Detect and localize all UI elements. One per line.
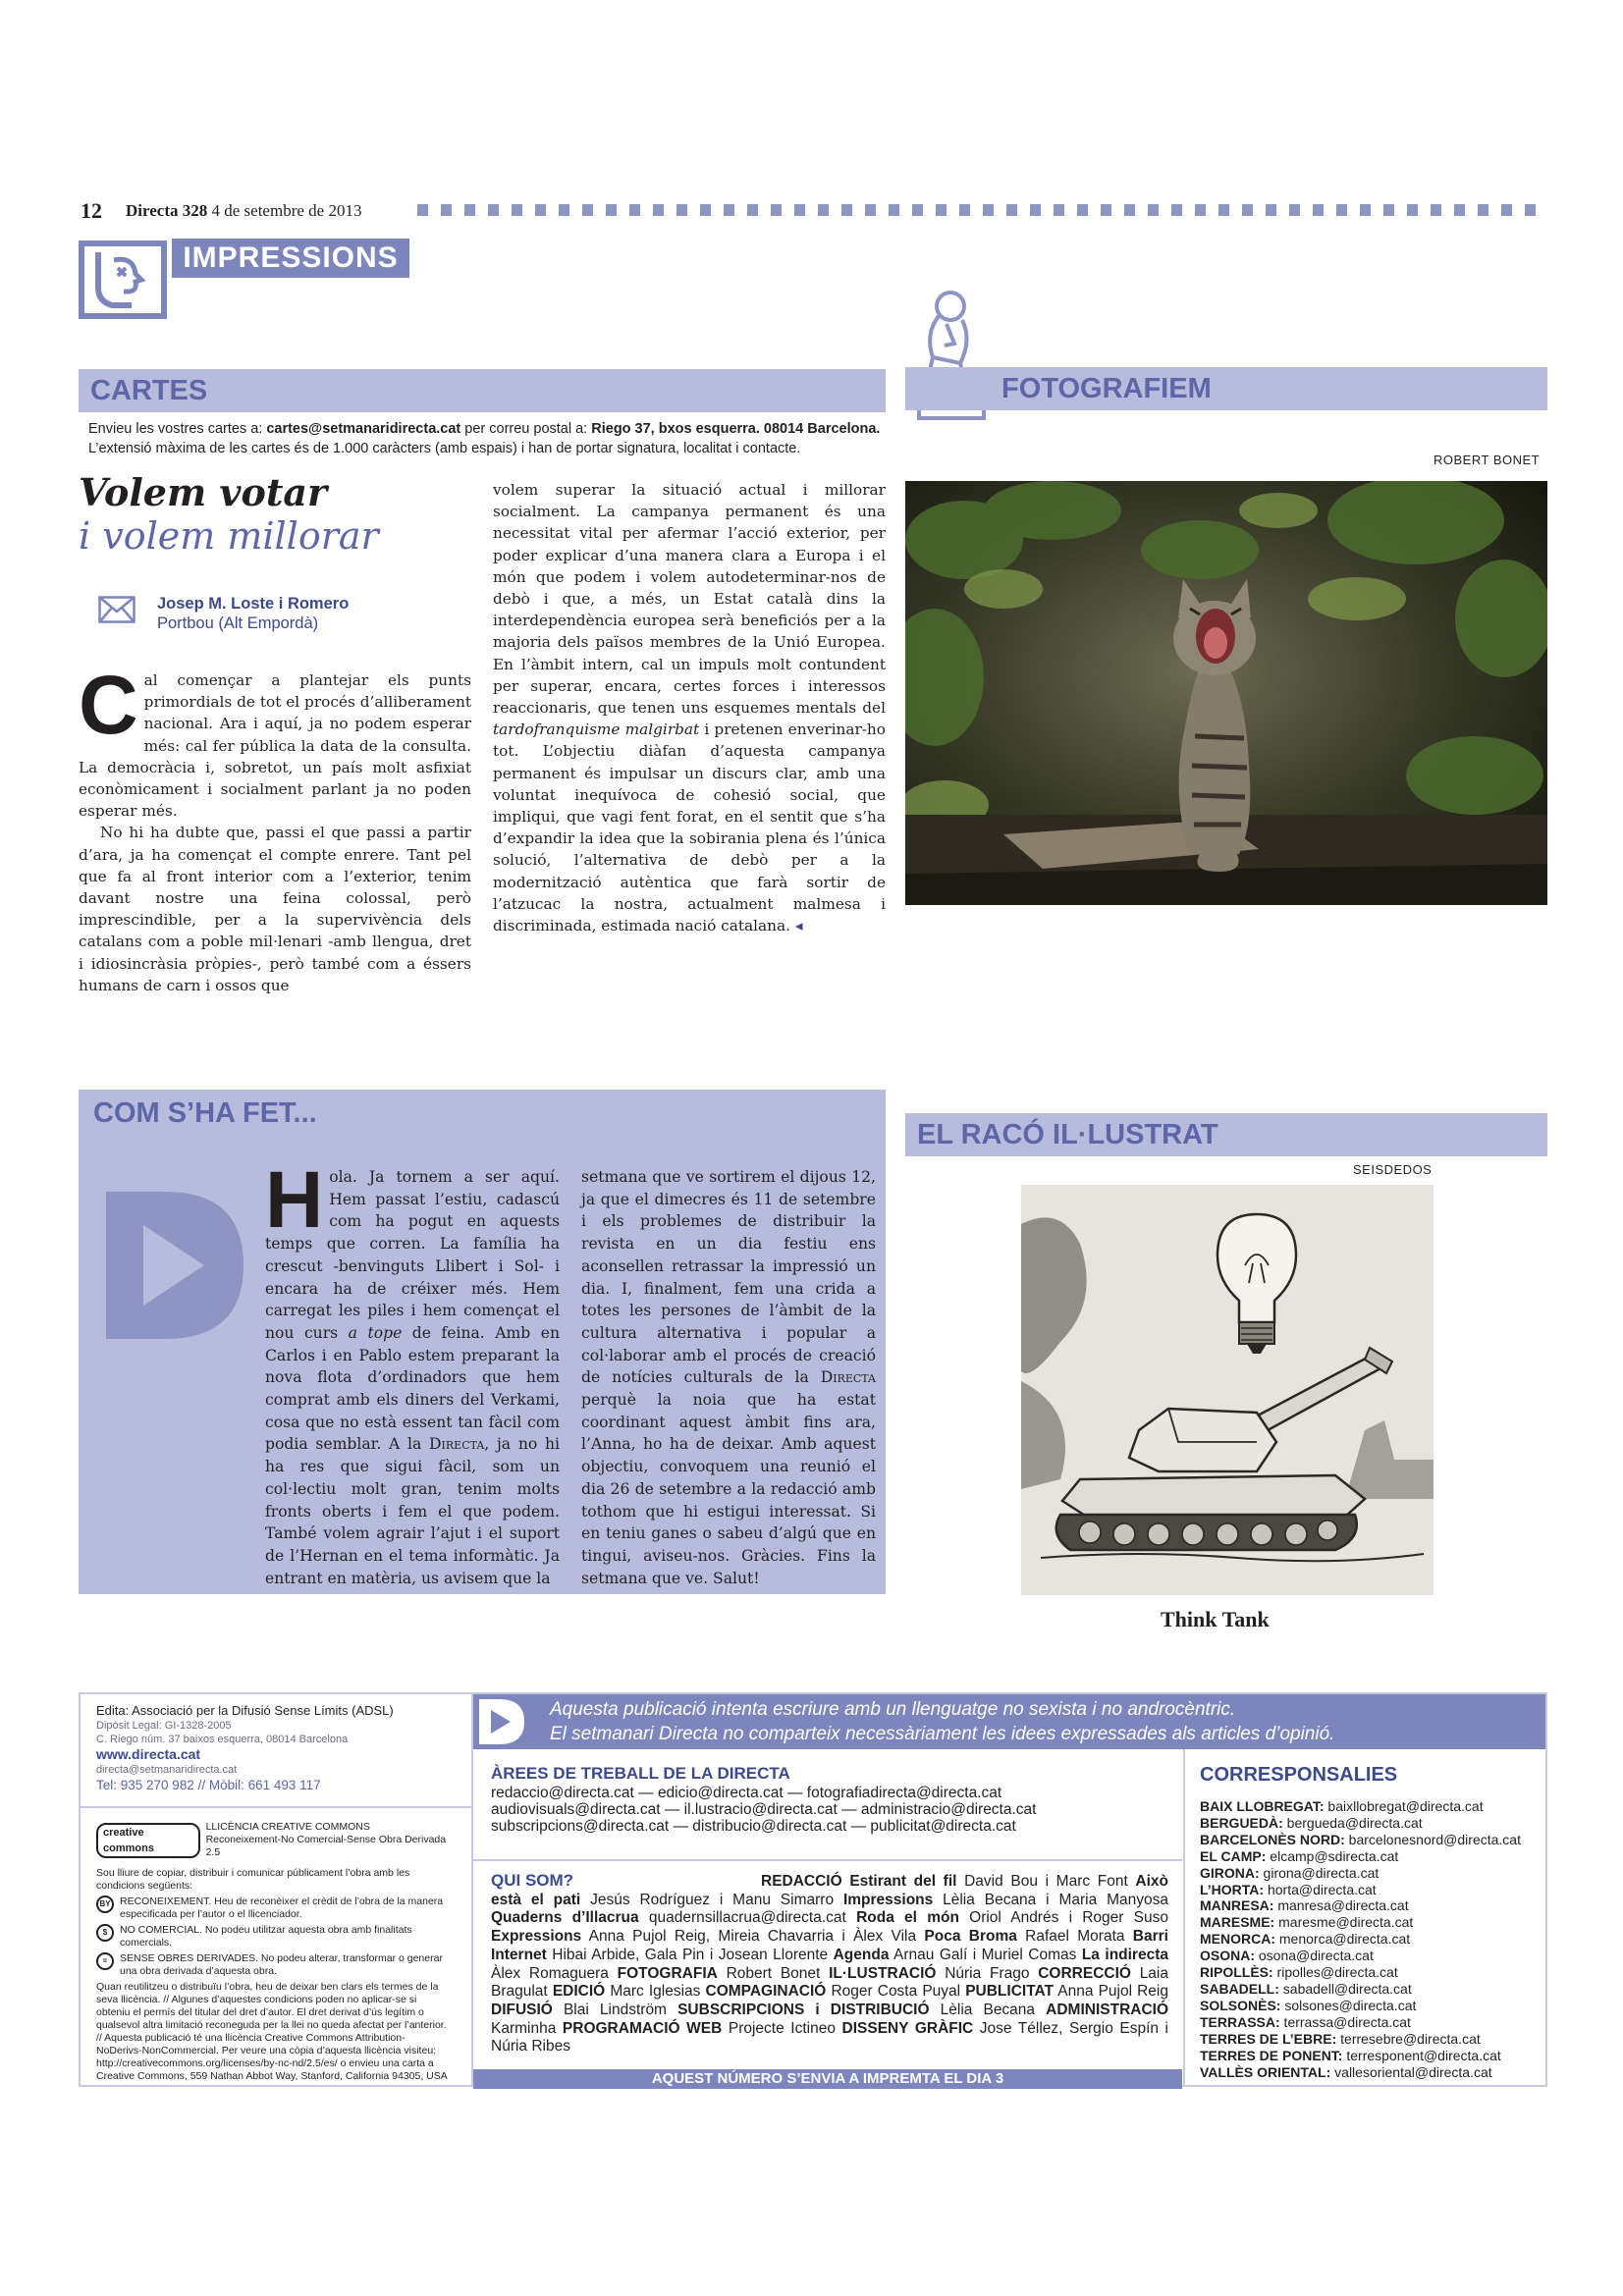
corresponsalia-email[interactable]: ripolles@directa.cat <box>1272 1964 1398 1981</box>
footer-divider-3 <box>473 1859 1182 1861</box>
staff-names: Jesús Rodríguez i Manu Simarro <box>580 1891 835 1908</box>
areas-line: subscripcions@directa.cat — distribucio@directa.cat — publicitat@directa.cat <box>491 1818 1016 1835</box>
headline-line-1: Volem votar <box>79 470 328 514</box>
corresponsalia-row <box>1200 1848 1543 1865</box>
corresponsalia-email[interactable]: manresa@directa.cat <box>1273 1897 1409 1914</box>
staff-names: Hibai Arbide, Gala Pin i Josean Llorente <box>546 1946 829 1963</box>
staff-names: Laia Bragulat <box>491 1964 1168 2001</box>
csf-text-d: setmana que ve sortirem el dijous 12, ja que el dimecres és 11 de setembre i els problemes de distribuir la revista en un dia festiu ens aconsellen retrassar la impressió un dia. I, finalment, fem una crida a totes les persones de l’àmbit de la cultura alternativa i popular a col·laborar amb el procés de creació de notícies culturals de la <box>581 1168 876 1387</box>
corresponsalia-row <box>1200 1998 1543 2014</box>
letter-column-1 <box>79 659 471 996</box>
cc-title-text: LLICÈNCIA CREATIVE COMMONS <box>205 1821 370 1833</box>
corresponsalia-place: BAIX LLOBREGAT: <box>1200 1798 1325 1814</box>
cc-subtitle-text: Reconeixement-No Comercial-Sense Obra Derivada 2.5 <box>205 1834 447 1858</box>
no-derivatives-icon: = <box>96 1952 114 1970</box>
staff-role: Quaderns d’Illacrua <box>491 1909 639 1927</box>
cc-header <box>96 1821 450 1859</box>
illustration-caption: Think Tank <box>1161 1607 1270 1631</box>
publication-name: Directa 328 <box>126 201 208 220</box>
com-sha-fet-column-1 <box>265 1155 561 1589</box>
fotografiem-title: FOTOGRAFIEM <box>1001 373 1212 404</box>
corresponsalia-place: EL CAMP: <box>1200 1847 1267 1864</box>
corresponsalia-place: TERRES DE PONENT: <box>1200 2047 1343 2063</box>
corresponsalia-row <box>1200 2064 1543 2081</box>
headline-line-2: i volem millorar <box>79 514 379 558</box>
issue-date: 4 de setembre de 2013 <box>211 201 362 220</box>
p3-text-a: volem superar la situació actual i millorar socialment. La campanya permanent és una necessitat vital per afermar l’acció exterior, per poder explicar d’una manera clara a Europa i el món que podem i volem autodeterminar-nos de debò i que, a més, un Estat català dins la interdependència europea serà beneficiós per a la majoria dels països membres de la Unió Europea. En l’àmbit intern, cal un impuls molt contundent per superar, encara, certes forces i interessos reaccionaris, que tenen uns esquemes mentals del <box>493 481 886 718</box>
staff-names: Roger Costa Puyal <box>826 1983 961 2001</box>
corresponsalia-place: OSONA: <box>1200 1948 1255 1964</box>
footer-divider-4 <box>81 1806 471 1808</box>
staff-role: DIFUSIÓ <box>491 2001 553 2018</box>
staff-names: Lèlia Becana <box>929 2001 1036 2018</box>
staff-names: Núria Frago <box>936 1964 1030 1982</box>
corresponsalia-email[interactable]: osona@directa.cat <box>1255 1948 1374 1964</box>
qui-som-title: QUI SOM? <box>491 1871 574 1890</box>
letter-paragraph-2: No hi ha dubte que, passi el que passi a partir d’ara, ja ha començat el compte enrere. Tant pel que fa al front interior com a l’exterior, tenim davant nostre una feina colossal, però imprescindible, per a la supervivència dels catalans com a poble mil·lenari -amb llengua, dret i idiosincràsia pròpies-, però també com a éssers humans de carn i ossos que <box>79 824 471 994</box>
staff-names: Jose Téllez, Sergio Espín i Núria Ribes <box>491 2019 1168 2056</box>
csf-text-b: de feina. Amb en Carlos i en Pablo estem preparant la nova flota d’ordinadors que hem comprat amb els diners del Verkami, cosa que no està essent tan fàcil com podia semblar. A la <box>265 1323 561 1454</box>
staff-role: COMPAGINACIÓ <box>705 1983 827 2001</box>
corresponsalia-email[interactable]: menorca@directa.cat <box>1275 1931 1411 1948</box>
letter-author <box>157 594 349 633</box>
corresponsalia-place: L’HORTA: <box>1200 1881 1265 1897</box>
staff-names: Projecte Ictineo <box>722 2019 836 2037</box>
staff-names: Anna Pujol Reig <box>1054 1983 1168 2001</box>
corresponsalia-row <box>1200 2031 1543 2048</box>
csf-paragraph-1 <box>265 1155 561 1589</box>
impressions-section-icon <box>79 240 167 319</box>
intro-text-mid: per correu postal a: <box>460 421 592 437</box>
author-name: Josep M. Loste i Romero <box>157 595 350 613</box>
website-link[interactable]: www.directa.cat <box>96 1746 201 1762</box>
corresponsalia-place: VALLÈS ORIENTAL: <box>1200 2063 1331 2080</box>
cartes-email-link[interactable]: cartes@setmanaridirecta.cat <box>266 421 461 437</box>
staff-role: Això està el pati <box>491 1873 1168 1908</box>
corresponsalia-email[interactable]: elcamp@sdirecta.cat <box>1266 1847 1399 1864</box>
csf-paragraph-2 <box>581 1166 876 1589</box>
contact-phones: Tel: 935 270 982 // Mòbil: 661 493 117 <box>96 1778 321 1792</box>
p1-text: al començar a plantejar els punts primordials de tot el procés d’alliberament nacional. Ara i aquí, ja no podem esperar més: cal fer pública la data de la consulta. La democràcia i, sobretot, un país molt asfixiat econòmicament i socialment parlant ja no poden esperar més. <box>79 671 471 821</box>
corresponsalia-place: SOLSONÈS: <box>1200 1997 1281 2013</box>
corresponsalia-email[interactable]: solsones@directa.cat <box>1280 1997 1417 2013</box>
drop-cap: C <box>79 659 138 751</box>
corresponsalia-email[interactable]: baixllobregat@directa.cat <box>1324 1798 1484 1814</box>
cc-intro: Sou lliure de copiar, distribuir i comunicar públicament l’obra amb les condicions següents: <box>96 1867 410 1892</box>
directa-d-small-icon <box>479 1699 524 1744</box>
csf-directa-name: Directa <box>429 1435 485 1454</box>
corresponsalia-email[interactable]: sabadell@directa.cat <box>1278 1980 1412 1997</box>
intro-text: Envieu les vostres cartes a: <box>88 421 267 437</box>
staff-role: Barri Internet <box>491 1928 1168 1963</box>
corresponsalia-place: MANRESA: <box>1200 1897 1274 1914</box>
corresponsalia-row <box>1200 1981 1543 1998</box>
corresponsalia-row <box>1200 2014 1543 2031</box>
cc-logo-icon: creative commons <box>96 1823 200 1858</box>
csf-drop-cap: H <box>265 1155 324 1245</box>
staff-role: PUBLICITAT <box>965 1983 1055 2001</box>
com-sha-fet-column-2 <box>581 1166 876 1589</box>
staff-role: La indirecta <box>1081 1946 1168 1963</box>
csf-text-e: perquè la noia que ha estat coordinant aquest àmbit fins ara, l’Anna, ho ha de deixar. Amb aquest objectiu, convoquem una reunió el dia 26 de setembre a la redacció amb tothom que hi estigui interessat. Si en teniu ganes o sabeu d’algú que en tingui, aviseu-nos. Gràcies. Fins la setmana que ve. Salut! <box>581 1391 876 1587</box>
corresponsalia-email[interactable]: horta@directa.cat <box>1264 1881 1377 1897</box>
legal-deposit: Dipòsit Legal: GI-1328-2005 <box>96 1720 232 1732</box>
corresponsalia-email[interactable]: terresponent@directa.cat <box>1342 2047 1501 2063</box>
staff-role: DISSENY GRÀFIC <box>841 2019 974 2037</box>
staff-role: ADMINISTRACIÓ <box>1046 2001 1169 2018</box>
end-mark: ◂ <box>794 917 803 935</box>
cc-outro: Quan reutilitzeu o distribuïu l’obra, heu de deixar ben clars els termes de la seva llicència. // Algunes d’aquestes condicions poden no aplicar-se si obteniu el permís del titular del dret d’autor. El dret derivat d’ús legítim o qualsevol altra limitació reconeguda per la llei no queda afectat per l’anterior. // Aquesta publicació té una llicència Creative Commons Attribution-NoDerivs-NonCommercial. Per veure una còpia d’aquesta llicència visiteu: http://creativecommons.org/licenses/by-nc-nd/2.5/es/ o envieu una carta a Creative Commons, 559 Nathan Abbot Way, Stanford, California 94305, USA <box>96 1981 448 2082</box>
corresponsalia-row <box>1200 1964 1543 1981</box>
corresponsalia-row <box>1200 1931 1543 1948</box>
staff-names: Marc Iglesias <box>605 1983 701 2001</box>
section-title: IMPRESSIONS <box>172 239 409 278</box>
corresponsalia-row <box>1200 2048 1543 2064</box>
staff-role: Expressions <box>491 1928 582 1946</box>
corresponsalies-title: CORRESPONSALIES <box>1200 1764 1398 1786</box>
cc-condition-nd <box>96 1952 450 1978</box>
cc-condition-text: NO COMERCIAL. No podeu utilitzar aquesta obra amb finalitats comercials. <box>120 1924 412 1949</box>
publisher-address: C. Riego núm. 37 baixos esquerra, 08014 Barcelona <box>96 1734 349 1745</box>
corresponsalia-email[interactable]: terresebre@directa.cat <box>1336 2030 1481 2047</box>
cc-title <box>206 1821 450 1859</box>
csf-emphasis: a tope <box>348 1323 403 1342</box>
staff-names: Àlex Romaguera <box>491 1964 609 1982</box>
corresponsalia-row <box>1200 1832 1543 1848</box>
corresponsalia-place: BARCELONÈS NORD: <box>1200 1831 1345 1847</box>
postal-address: Riego 37, bxos esquerra. 08014 Barcelona. <box>591 421 881 437</box>
corresponsalia-email[interactable]: maresme@directa.cat <box>1274 1914 1414 1931</box>
corresponsalia-email[interactable]: bergueda@directa.cat <box>1282 1814 1423 1831</box>
corresponsalia-place: BERGUEDÀ: <box>1200 1814 1283 1831</box>
author-location: Portbou (Alt Empordà) <box>157 614 319 632</box>
areas-contacts <box>491 1785 1178 1835</box>
staff-role: CORRECCIÓ <box>1038 1964 1131 1982</box>
issue-info <box>126 201 361 221</box>
page-number: 12 <box>81 198 102 223</box>
corresponsalia-row <box>1200 1914 1543 1931</box>
face-profile-icon <box>84 246 161 313</box>
letter-headline <box>79 471 491 558</box>
cartes-section-bar <box>79 369 886 412</box>
cc-condition-text: SENSE OBRES DERIVADES. No podeu alterar, transformar o generar una obra derivada d’aquesta obra. <box>120 1952 443 1977</box>
staff-role: IL·LUSTRACIÓ <box>829 1964 937 1982</box>
raco-section-bar <box>905 1113 1547 1156</box>
notice-line-2: El setmanari Directa no comparteix necessàriament les idees expressades als articles d’opinió. <box>550 1724 1335 1744</box>
staff-role: SUBSCRIPCIONS i DISTRIBUCIÓ <box>677 2001 930 2018</box>
cat-yawning-photo <box>905 481 1547 905</box>
cc-condition-text: RECONEIXEMENT. Heu de reconèixer el crèdit de l’obra de la manera especificada per l’autor o el llicenciador. <box>120 1896 444 1920</box>
staff-names: Karminha <box>491 2019 557 2037</box>
areas-title: ÀREES DE TREBALL DE LA DIRECTA <box>491 1764 790 1783</box>
letter-paragraph-1 <box>79 659 471 822</box>
corresponsalia-email[interactable]: vallesoriental@directa.cat <box>1330 2063 1492 2080</box>
corresponsalia-place: TERRASSA: <box>1200 2013 1280 2030</box>
corresponsalia-email[interactable]: barcelonesnord@directa.cat <box>1344 1831 1521 1847</box>
staff-names: Oriol Andrés i Roger Suso <box>958 1909 1168 1927</box>
cc-condition-by <box>96 1896 450 1921</box>
footer-divider-2 <box>1183 1749 1185 2085</box>
areas-line: redaccio@directa.cat — edicio@directa.cat — fotografiadirecta@directa.cat <box>491 1785 1002 1801</box>
editorial-notice <box>550 1697 1542 1746</box>
corresponsalia-place: MARESME: <box>1200 1914 1275 1931</box>
corresponsalia-row <box>1200 1865 1543 1882</box>
publisher-name: Edita: Associació per la Difusió Sense Límits (ADSL) <box>96 1703 394 1718</box>
corresponsalia-row <box>1200 1882 1543 1898</box>
creative-commons-license <box>96 1821 450 2083</box>
letter-paragraph-3 <box>493 479 886 936</box>
envelope-icon <box>98 596 135 623</box>
corresponsalia-row <box>1200 1948 1543 1964</box>
footer-divider-1 <box>471 1694 473 2085</box>
letter-column-2 <box>493 479 886 936</box>
raco-title: EL RACÓ IL·LUSTRAT <box>917 1119 1218 1150</box>
staff-role: REDACCIÓ <box>761 1873 842 1890</box>
attribution-icon: BY <box>96 1896 114 1913</box>
staff-names: quadernsillacrua@directa.cat <box>638 1909 846 1927</box>
staff-names: Arnau Galí i Muriel Comas <box>889 1946 1077 1963</box>
fotografiem-section-bar <box>905 367 1547 410</box>
staff-names: Rafael Morata <box>1016 1928 1125 1946</box>
cartes-title: CARTES <box>90 375 208 406</box>
staff-role: EDICIÓ <box>552 1983 606 2001</box>
staff-names: Anna Pujol Reig, Mireia Chavarria i Àlex Vila <box>581 1928 917 1946</box>
staff-role: Agenda <box>833 1946 890 1963</box>
corresponsalia-place: TERRES DE L’EBRE: <box>1200 2030 1337 2047</box>
corresponsalia-row <box>1200 1897 1543 1914</box>
publisher-info <box>96 1702 450 1793</box>
staff-names: David Bou i Marc Font <box>956 1873 1128 1890</box>
staff-role: PROGRAMACIÓ WEB <box>562 2019 723 2037</box>
csf-text-c: , ja no hi ha res que sigui fàcil, som un col·lectiu molt gran, tenim molts fronts oberts i fem el que podem. També volem agrair l’ajut i el suport de l’Hernan en el tema informàtic. Ja entrant en matèria, us avisem que la <box>265 1435 560 1587</box>
staff-credits <box>491 1873 1168 2056</box>
staff-role: Impressions <box>842 1891 934 1908</box>
non-commercial-icon: $ <box>96 1924 114 1942</box>
cc-condition-nc <box>96 1924 450 1949</box>
corresponsalia-email[interactable]: girona@directa.cat <box>1259 1864 1380 1881</box>
print-notice: AQUEST NÚMERO S’ENVIA A IMPREMTA EL DIA 3 <box>473 2069 1182 2089</box>
header-dot-rule <box>417 204 1546 216</box>
staff-names: Lèlia Becana i Maria Manyosa <box>933 1891 1168 1908</box>
staff-role: FOTOGRAFIA <box>617 1964 718 1982</box>
corresponsalia-email[interactable]: terrassa@directa.cat <box>1279 2013 1411 2030</box>
notice-line-1: Aquesta publicació intenta escriure amb un llenguatge no sexista i no androcèntric. <box>550 1699 1236 1720</box>
staff-names: Robert Bonet <box>717 1964 821 1982</box>
com-sha-fet-title: COM S’HA FET... <box>93 1097 317 1129</box>
staff-role: Poca Broma <box>924 1928 1017 1946</box>
corresponsalia-place: MENORCA: <box>1200 1931 1275 1948</box>
staff-role: Roda el món <box>856 1909 959 1927</box>
directa-d-logo <box>106 1192 243 1339</box>
contact-email[interactable]: directa@setmanaridirecta.cat <box>96 1764 238 1776</box>
staff-role: Estirant del fil <box>849 1873 957 1890</box>
cartes-intro <box>88 419 884 458</box>
corresponsalia-place: SABADELL: <box>1200 1980 1279 1997</box>
corresponsalia-place: GIRONA: <box>1200 1864 1260 1881</box>
think-tank-illustration <box>1021 1185 1434 1595</box>
staff-names: Blai Lindström <box>552 2001 667 2018</box>
corresponsalies-list <box>1200 1798 1543 2080</box>
illustration-credit: SEISDEDOS <box>1353 1162 1433 1177</box>
intro-text-post: L’extensió màxima de les cartes és de 1.000 caràcters (amb espais) i han de portar signatura, localitat i contacte. <box>88 441 801 456</box>
corresponsalia-row <box>1200 1798 1543 1815</box>
corresponsalia-row <box>1200 1815 1543 1832</box>
p3-emphasis: tardofranquisme malgirbat <box>493 721 700 739</box>
csf-text-a: ola. Ja tornem a ser aquí. Hem passat l’estiu, cadascú com ha pogut en aquests temps que corren. La família ha crescut -benvinguts Llibert i Sol- i encara ha de créixer més. Hem carregat les piles i hem començat el nou curs <box>265 1168 560 1342</box>
corresponsalia-place: RIPOLLÈS: <box>1200 1964 1273 1981</box>
areas-line: audiovisuals@directa.cat — il.lustracio@directa.cat — administracio@directa.cat <box>491 1801 1037 1818</box>
p3-text-b: i pretenen enverinar-ho tot. L’objectiu diàfan d’aquesta campanya permanent és impulsar un discurs clar, amb una voluntat inequívoca de cohesió social, que impliqui, que vagi fent forat, en el sentit que s’ha d’expandir la idea que la sobirania plena és l’única solució, l’alternativa de debò per a la modernització autèntica que farà sortir de l’atzucac la nostra, actualment malmesa i discriminada, estimada nació catalana. <box>493 721 886 935</box>
photo-credit: ROBERT BONET <box>1434 453 1541 467</box>
csf-directa-name-2: Directa <box>820 1368 876 1387</box>
